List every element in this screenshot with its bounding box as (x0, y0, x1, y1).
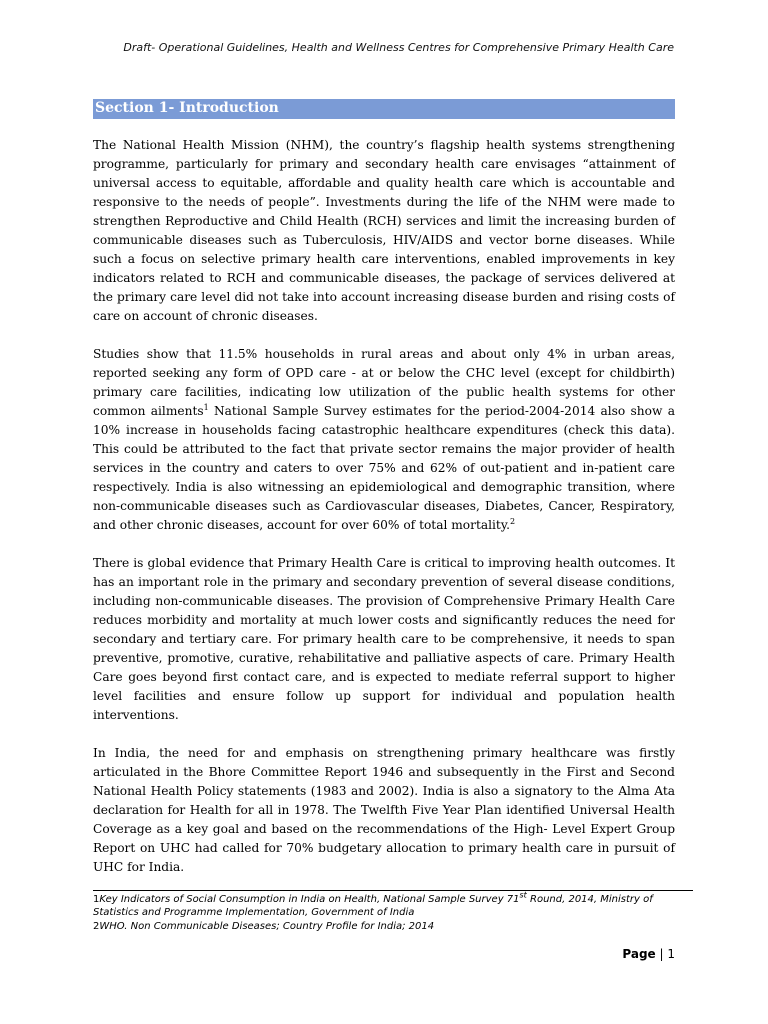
footnote-2-number: 2 (93, 921, 100, 932)
paragraph-india-history: In India, the need for and emphasis on strengthening primary healthcare was firstly articulated in the Bhore Committee Report 1946 and subsequently in the First and Second National Health Policy statements (1983 and 2002). India is also a signatory to the Alma Ata declaration for Health for all in 1978. The Twelfth Five Year Plan identified Universal Health Coverage as a key goal and based on the recommendations of the High- Level Expert Group Report on UHC had called for 70% budgetary allocation to primary health care in pursuit of UHC for India. (93, 746, 675, 874)
paragraph-studies-part1: Studies show that 11.5% households in rural areas and about only 4% in urban areas, reported seeking any form of OPD care - at or below the CHC level (except for childbirth) primary care facilities, indicating low utilization of the public health systems for other common ailments (93, 347, 675, 418)
footnote-1 (93, 890, 693, 919)
footnote-1-text-a: Key Indicators of Social Consumption in India on Health, National Sample Survey 71 (99, 894, 520, 905)
footnotes-section (93, 890, 693, 934)
paragraph-studies (93, 345, 675, 535)
document-header: Draft- Operational Guidelines, Health and Wellness Centres for Comprehensive Primary Health Care (123, 41, 674, 54)
paragraph-global-evidence: There is global evidence that Primary Health Care is critical to improving health outcomes. It has an important role in the primary and secondary prevention of several disease conditions, including non-communicable diseases. The provision of Comprehensive Primary Health Care reduces morbidity and mortality at much lower costs and significantly reduces the need for secondary and tertiary care. For primary health care to be comprehensive, it needs to span preventive, promotive, curative, rehabilitative and palliative aspects of care. Primary Health Care goes beyond first contact care, and is expected to mediate referral support to higher level facilities and ensure follow up support for individual and population health interventions. (93, 556, 675, 722)
paragraph-nhm: The National Health Mission (NHM), the country’s flagship health systems strengthening programme, particularly for primary and secondary health care envisages “attainment of universal access to equitable, affordable and quality health care which is accountable and responsive to the needs of people”. Investments during the life of the NHM were made to strengthen Reproductive and Child Health (RCH) services and limit the increasing burden of communicable diseases such as Tuberculosis, HIV/AIDS and vector borne diseases. While such a focus on selective primary health care interventions, enabled improvements in key indicators related to RCH and communicable diseases, the package of services delivered at the primary care level did not take into account increasing disease burden and rising costs of care on account of chronic diseases. (93, 138, 675, 323)
footnote-1-text-b: Round, 2014, Ministry of Statistics and Programme Implementation, Government of India (93, 894, 653, 918)
footnote-ref-1[interactable]: 1 (203, 402, 209, 412)
footnote-1-superscript: st (519, 890, 527, 900)
footnote-ref-2[interactable]: 2 (509, 516, 516, 526)
page-number-value: 1 (667, 947, 675, 961)
page-number (622, 947, 675, 961)
document-body (93, 136, 675, 896)
footnote-1-number: 1 (93, 894, 100, 905)
section-heading: Section 1- Introduction (95, 100, 279, 116)
section-heading-bar (93, 99, 675, 119)
paragraph-studies-part2: National Sample Survey estimates for the period-2004-2014 also show a 10% increase in households facing catastrophic healthcare expenditures (check this data). This could be attributed to the fact that private sector remains the major provider of health services in the country and caters to over 75% and 62% of out-patient and in-patient care respectively. India is also witnessing an epidemiological and demographic transition, where non-communicable diseases such as Cardiovascular diseases, Diabetes, Cancer, Respiratory, and other chronic diseases, account for over 60% of total mortality. (93, 404, 675, 532)
page-separator: | (655, 947, 668, 961)
footnote-2 (93, 920, 693, 933)
footnote-2-text: WHO. Non Communicable Diseases; Country Profile for India; 2014 (99, 921, 435, 932)
page-label: Page (622, 947, 656, 961)
